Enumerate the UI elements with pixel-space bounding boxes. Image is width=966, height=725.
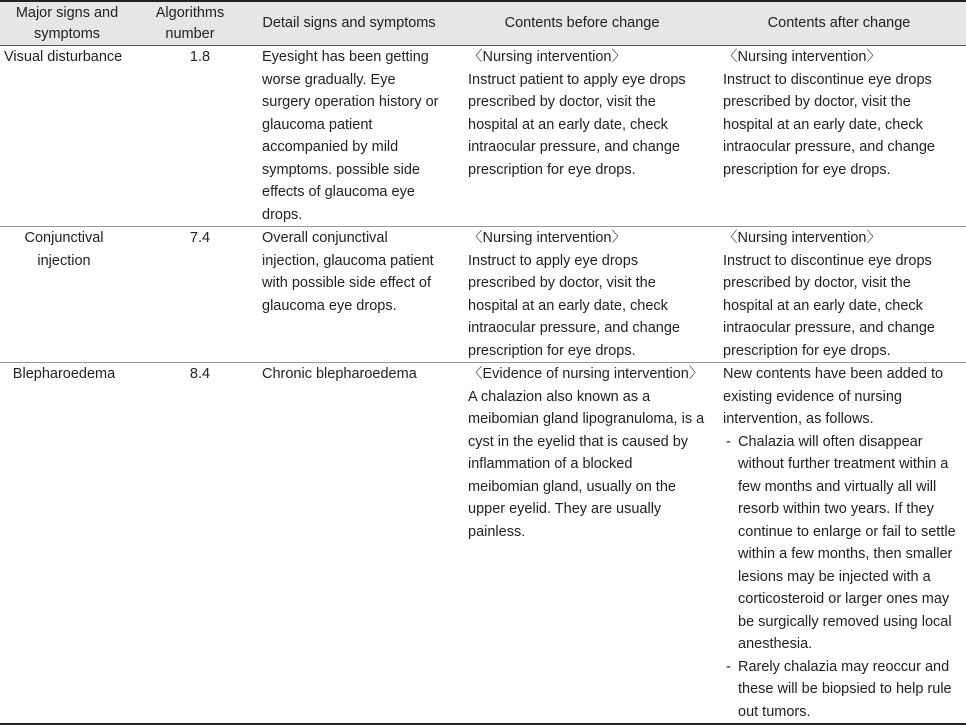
before-heading: 〈Nursing intervention〉: [468, 49, 626, 65]
table-header: [0, 1, 966, 46]
table-row: [0, 227, 966, 363]
algorithm-number-cell: 8.4: [134, 363, 246, 725]
table-row: [0, 363, 966, 725]
algorithm-number-cell: 7.4: [134, 227, 246, 363]
contents-before-cell: [452, 363, 712, 725]
before-heading: 〈Evidence of nursing intervention〉: [468, 366, 704, 382]
before-heading: 〈Nursing intervention〉: [468, 230, 626, 246]
before-body: A chalazion also known as a meibomian gland lipogranuloma, is a cyst in the eyelid that is caused by inflammation of a blocked meibomian gland, usually on the upper eyelid. They are usually painless.: [468, 388, 705, 540]
contents-after-cell: [712, 46, 966, 227]
after-intro: New contents have been added to existing evidence of nursing intervention, as follows.: [723, 366, 944, 427]
before-body: Instruct patient to apply eye drops prescribed by doctor, visit the hospital at an early date, check intraocular pressure, and change prescription for eye drops.: [468, 71, 686, 178]
major-sign-cell: Blepharoedema: [0, 363, 134, 725]
algorithm-number-cell: 1.8: [134, 46, 246, 227]
header-contents-before: Contents before change: [452, 1, 712, 46]
header-row: [0, 1, 966, 46]
contents-after-cell: [712, 363, 966, 725]
header-algorithms-number: Algorithms number: [134, 1, 246, 46]
contents-before-cell: [452, 46, 712, 227]
header-major-signs: Major signs and symptoms: [0, 1, 134, 46]
header-detail-signs: Detail signs and symptoms: [246, 1, 452, 46]
after-heading: 〈Nursing intervention〉: [723, 49, 881, 65]
after-body: Instruct to discontinue eye drops prescribed by doctor, visit the hospital at an early date, check intraocular pressure, and change prescription for eye drops.: [723, 71, 935, 178]
table-body: [0, 46, 966, 725]
after-heading: 〈Nursing intervention〉: [723, 230, 881, 246]
contents-after-cell: [712, 227, 966, 363]
before-body: Instruct to apply eye drops prescribed by doctor, visit the hospital at an early date, check intraocular pressure, and change prescription for eye drops.: [468, 252, 680, 359]
after-bullet-item: - Rarely chalazia may reoccur and these will be biopsied to help rule out tumors.: [723, 656, 960, 724]
detail-signs-cell: Overall conjunctival injection, glaucoma patient with possible side effect of glaucoma eye drops.: [246, 227, 452, 363]
after-body: Instruct to discontinue eye drops prescribed by doctor, visit the hospital at an early date, check intraocular pressure, and change prescription for eye drops.: [723, 252, 935, 359]
table-row: [0, 46, 966, 227]
detail-signs-cell: Chronic blepharoedema: [246, 363, 452, 725]
major-sign-cell: Conjunctival injection: [0, 227, 134, 363]
major-sign-cell: Visual disturbance: [0, 46, 134, 227]
header-contents-after: Contents after change: [712, 1, 966, 46]
after-bullet-item: - Chalazia will often disappear without further treatment within a few months and virtually all will resorb within two years. If they continue to enlarge or fail to settle within a few months, then smaller lesions may be injected with a corticosteroid or larger ones may be surgically removed using local anesthesia.: [723, 431, 960, 656]
after-bullet-list: [723, 431, 960, 724]
contents-before-cell: [452, 227, 712, 363]
detail-signs-cell: Eyesight has been getting worse gradually. Eye surgery operation history or glaucoma patient accompanied by mild symptoms. possible side effects of glaucoma eye drops.: [246, 46, 452, 227]
